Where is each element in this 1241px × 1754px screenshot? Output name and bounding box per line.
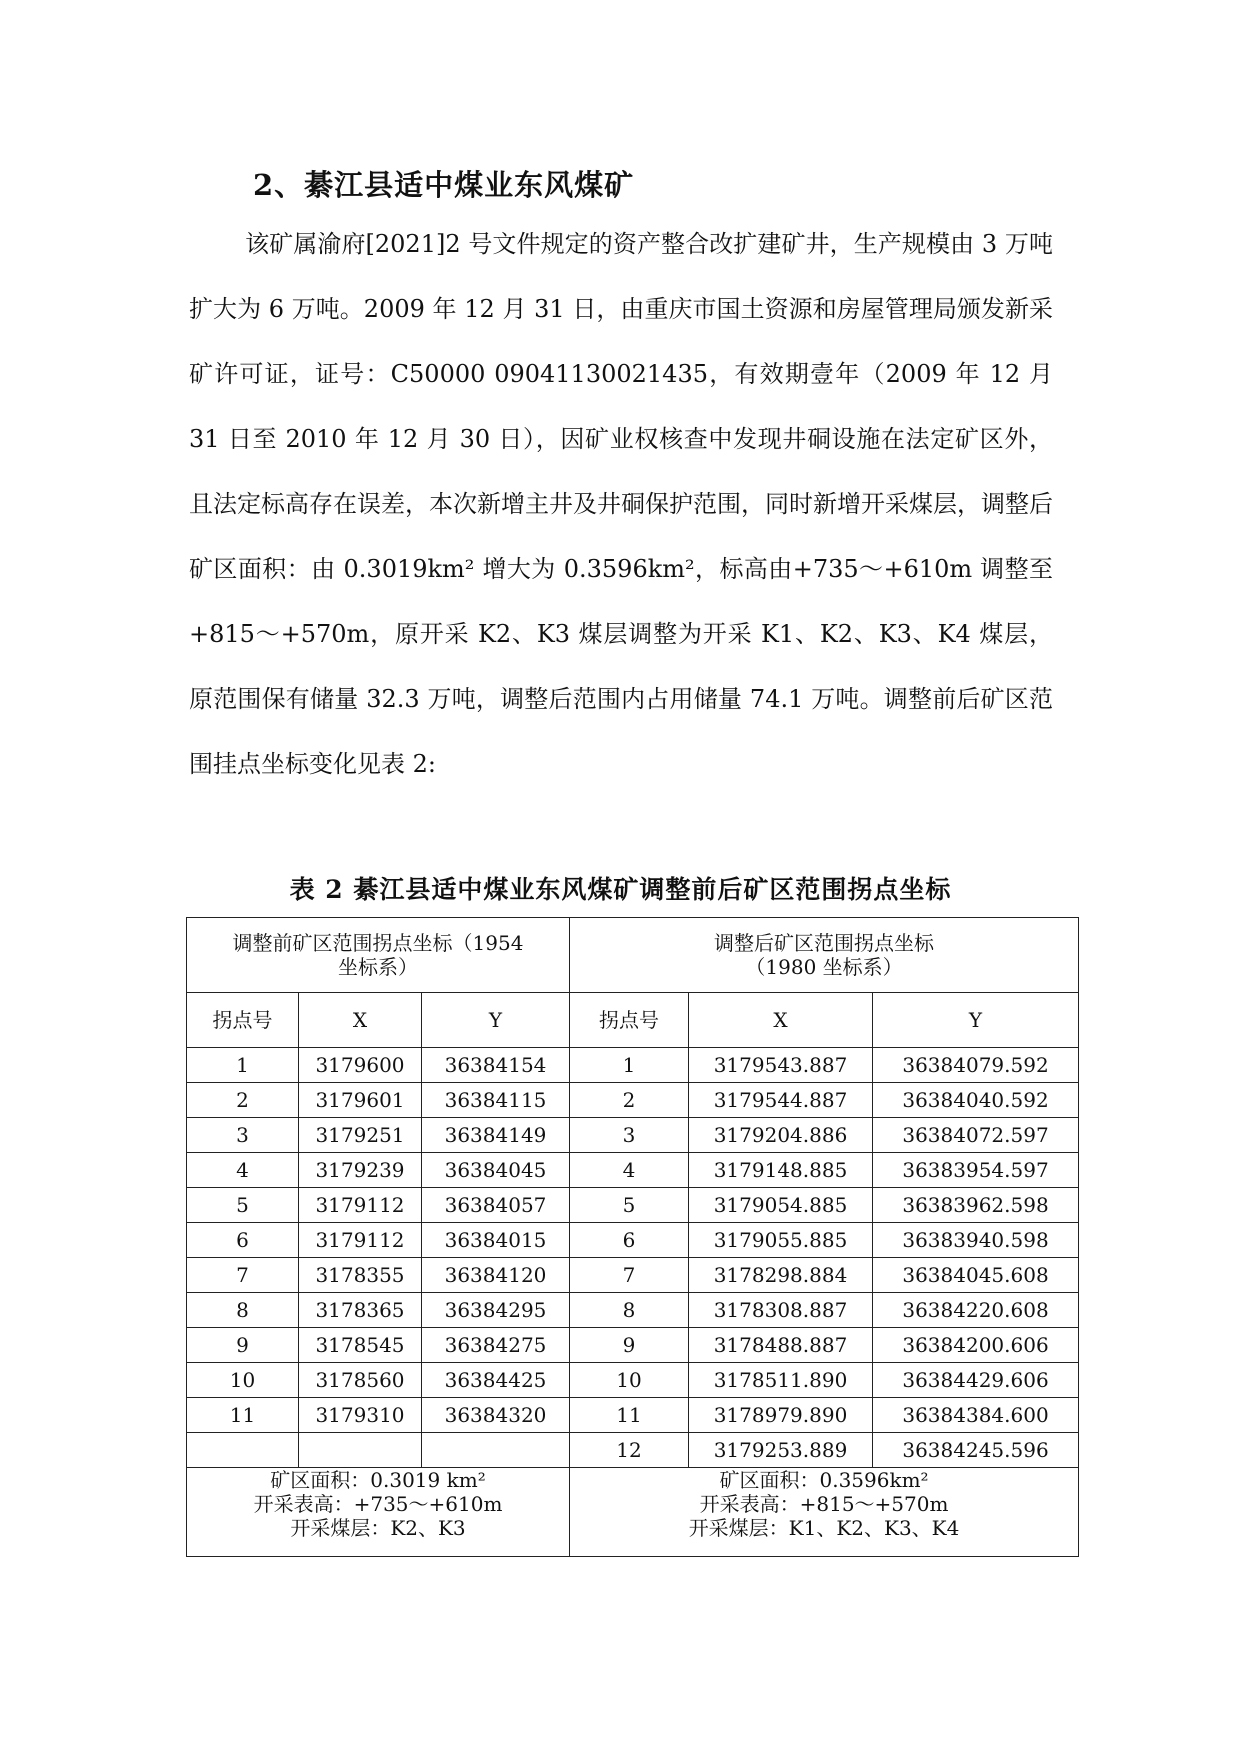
table-cell: 3179310 (299, 1398, 422, 1433)
table-cell: 5 (187, 1188, 299, 1223)
table-cell: 36384429.606 (873, 1363, 1079, 1398)
section-heading: 2、綦江县适中煤业东风煤矿 (253, 168, 635, 202)
column-header: 拐点号 (570, 993, 689, 1048)
table-cell (187, 1433, 299, 1468)
table-cell: 1 (187, 1048, 299, 1083)
table-cell: 3179253.889 (689, 1433, 873, 1468)
table-cell: 36384154 (422, 1048, 570, 1083)
table-cell: 36384079.592 (873, 1048, 1079, 1083)
table-cell: 3 (187, 1118, 299, 1153)
table-cell: 7 (570, 1258, 689, 1293)
table-cell: 3179544.887 (689, 1083, 873, 1118)
table-cell: 11 (187, 1398, 299, 1433)
table-cell: 36384040.592 (873, 1083, 1079, 1118)
after-summary-cell (570, 1468, 1079, 1557)
table-cell: 3179600 (299, 1048, 422, 1083)
table-cell: 36384115 (422, 1083, 570, 1118)
table-cell: 9 (570, 1328, 689, 1363)
table-cell: 3179251 (299, 1118, 422, 1153)
table-cell: 3178511.890 (689, 1363, 873, 1398)
table-row (187, 1048, 1079, 1083)
table-cell: 3179054.885 (689, 1188, 873, 1223)
table-row (187, 1433, 1079, 1468)
table-cell: 36384149 (422, 1118, 570, 1153)
paragraph-text: 该矿属渝府[2021]2 号文件规定的资产整合改扩建矿井，生产规模由 3 万吨扩大为 6 万吨。2009 年 12 月 31 日，由重庆市国土资源和房屋管理局颁发新采矿许可证，证号：C50000 09041130021435，有效期壹年（2009 年 12 月 31 日至 2010 年 12 月 30 日），因矿业权核查中发现井硐设施在法定矿区外，且法定标高存在误差，本次新增主井及井硐保护范围，同时新增开采煤层，调整后矿区面积：由 0.3019km² 增大为 0.3596km²，标高由+735～+610m 调整至+815～+570m，原开采 K2、K3 煤层调整为开采 K1、K2、K3、K4 煤层，原范围保有储量 32.3 万吨，调整后范围内占用储量 74.1 万吨。调整前后矿区范围挂点坐标变化见表 2: (189, 230, 1053, 778)
table-body (187, 1048, 1079, 1468)
before-area: 矿区面积：0.3019 km² (270, 1468, 486, 1492)
table-cell: 3178979.890 (689, 1398, 873, 1433)
table-cell: 3179112 (299, 1223, 422, 1258)
column-header: Y (873, 993, 1079, 1048)
table-row (187, 1153, 1079, 1188)
table-cell: 8 (187, 1293, 299, 1328)
table-cell (299, 1433, 422, 1468)
table-cell: 3178355 (299, 1258, 422, 1293)
table-cell: 36384220.608 (873, 1293, 1079, 1328)
table-cell: 3179148.885 (689, 1153, 873, 1188)
after-area: 矿区面积：0.3596km² (719, 1468, 929, 1492)
table-row (187, 1398, 1079, 1433)
table-cell: 1 (570, 1048, 689, 1083)
before-summary-cell (187, 1468, 570, 1557)
table-caption: 表 2 綦江县适中煤业东风煤矿调整前后矿区范围拐点坐标 (289, 875, 952, 904)
table-cell: 3 (570, 1118, 689, 1153)
table-row (187, 1293, 1079, 1328)
table-cell: 12 (570, 1433, 689, 1468)
table-cell: 3179543.887 (689, 1048, 873, 1083)
before-coal-seams: 开采煤层：K2、K3 (290, 1516, 466, 1540)
table-row (187, 1083, 1079, 1118)
table-cell: 3178308.887 (689, 1293, 873, 1328)
table-cell: 36383962.598 (873, 1188, 1079, 1223)
table-cell: 6 (187, 1223, 299, 1258)
coordinates-table (186, 917, 1079, 1557)
column-header: X (299, 993, 422, 1048)
table-cell: 3178365 (299, 1293, 422, 1328)
table-cell: 3178545 (299, 1328, 422, 1363)
table-row (187, 1188, 1079, 1223)
column-header: Y (422, 993, 570, 1048)
table-cell: 3179601 (299, 1083, 422, 1118)
table-cell: 9 (187, 1328, 299, 1363)
table-cell: 7 (187, 1258, 299, 1293)
table-cell: 4 (570, 1153, 689, 1188)
table-cell (422, 1433, 570, 1468)
table-cell: 36384320 (422, 1398, 570, 1433)
table-cell: 3178488.887 (689, 1328, 873, 1363)
table-cell: 6 (570, 1223, 689, 1258)
table-cell: 36384384.600 (873, 1398, 1079, 1433)
column-header: X (689, 993, 873, 1048)
table-row (187, 1363, 1079, 1398)
table-cell: 36384057 (422, 1188, 570, 1223)
after-elevation: 开采表高：+815～+570m (699, 1492, 949, 1516)
table-cell: 36384045.608 (873, 1258, 1079, 1293)
table-cell: 3179204.886 (689, 1118, 873, 1153)
table-cell: 3178560 (299, 1363, 422, 1398)
table-group-header-row (187, 918, 1079, 993)
summary-row (187, 1468, 1079, 1557)
table-cell: 36384072.597 (873, 1118, 1079, 1153)
table-cell: 10 (187, 1363, 299, 1398)
table-cell: 36384045 (422, 1153, 570, 1188)
table-cell: 10 (570, 1363, 689, 1398)
after-adjustment-header: 调整后矿区范围拐点坐标 （1980 坐标系） (570, 918, 1079, 993)
table-cell: 36384245.596 (873, 1433, 1079, 1468)
table-cell: 36383954.597 (873, 1153, 1079, 1188)
table-cell: 3179055.885 (689, 1223, 873, 1258)
table-cell: 2 (187, 1083, 299, 1118)
table-row (187, 1223, 1079, 1258)
table-cell: 4 (187, 1153, 299, 1188)
table-cell: 8 (570, 1293, 689, 1328)
column-header: 拐点号 (187, 993, 299, 1048)
table-cell: 2 (570, 1083, 689, 1118)
table-cell: 3179112 (299, 1188, 422, 1223)
table-cell: 3178298.884 (689, 1258, 873, 1293)
table-cell: 36384200.606 (873, 1328, 1079, 1363)
table-row (187, 1118, 1079, 1153)
before-elevation: 开采表高：+735～+610m (253, 1492, 503, 1516)
table-row (187, 1258, 1079, 1293)
table-row (187, 1328, 1079, 1363)
table-cell: 36384275 (422, 1328, 570, 1363)
table-cell: 36383940.598 (873, 1223, 1079, 1258)
table-cell: 5 (570, 1188, 689, 1223)
before-adjustment-header: 调整前矿区范围拐点坐标（1954 坐标系） (187, 918, 570, 993)
table-column-header-row (187, 993, 1079, 1048)
table-cell: 3179239 (299, 1153, 422, 1188)
table-cell: 11 (570, 1398, 689, 1433)
body-paragraph (189, 212, 1053, 797)
table-cell: 36384425 (422, 1363, 570, 1398)
after-coal-seams: 开采煤层：K1、K2、K3、K4 (688, 1516, 960, 1540)
table-cell: 36384120 (422, 1258, 570, 1293)
table-cell: 36384295 (422, 1293, 570, 1328)
table-cell: 36384015 (422, 1223, 570, 1258)
